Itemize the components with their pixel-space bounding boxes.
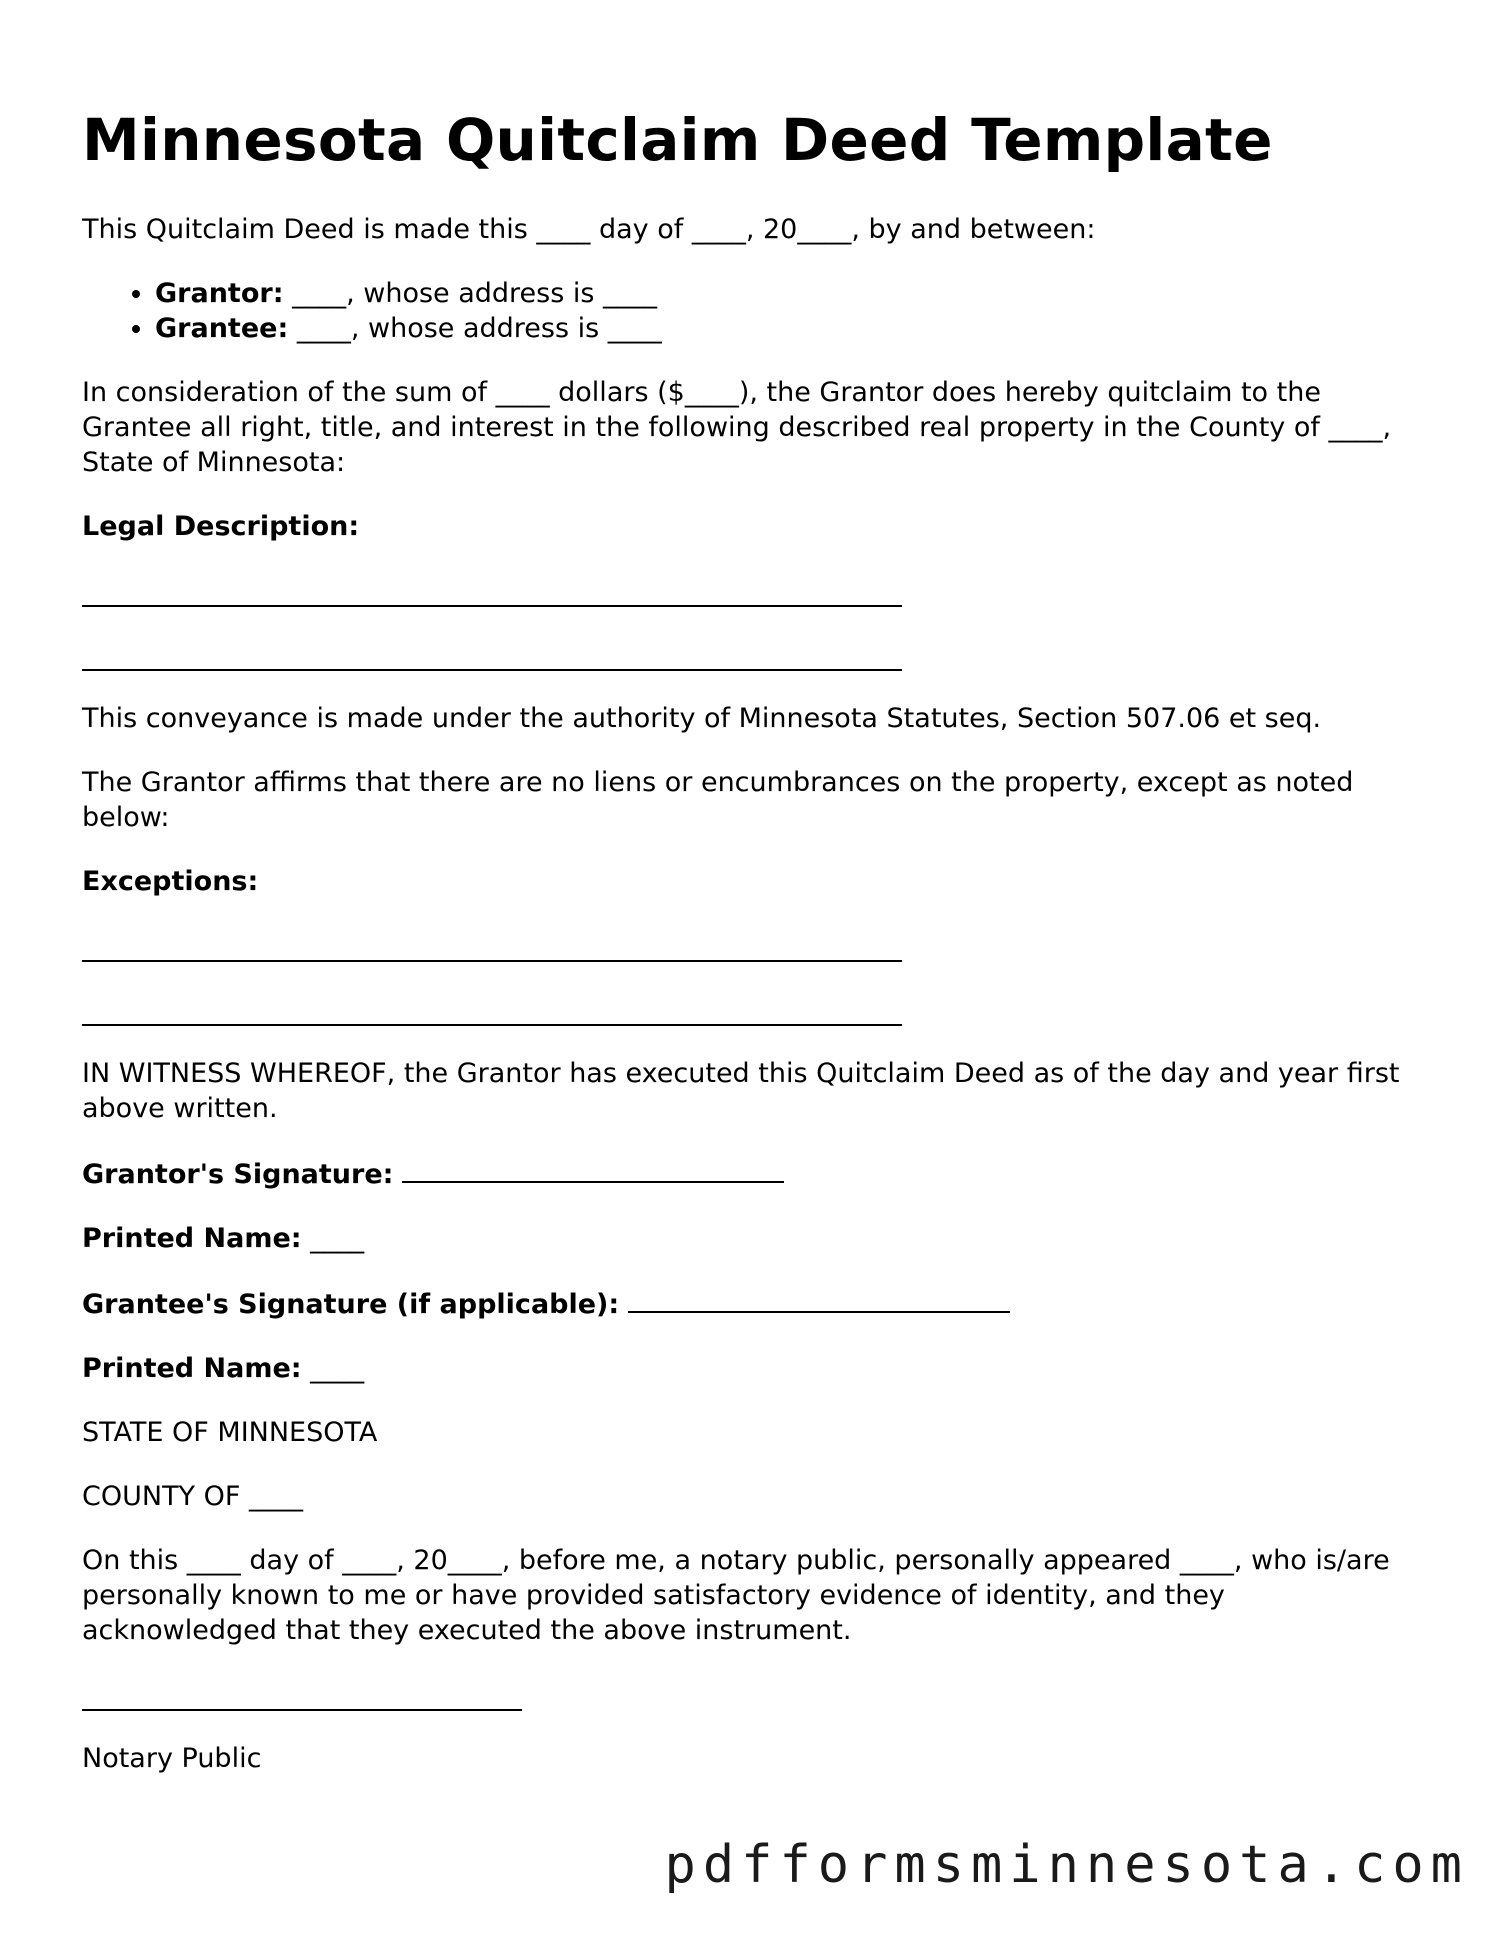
printed-name-value-1: ____ <box>301 1223 365 1254</box>
county-line: COUNTY OF ____ <box>82 1481 303 1512</box>
grantor-text: ____, whose address is ____ <box>283 278 658 309</box>
printed-name-label-2: Printed Name: <box>82 1353 302 1384</box>
exceptions-label: Exceptions: <box>82 866 259 897</box>
legal-description-line-1[interactable] <box>82 573 1422 608</box>
legal-description-line-2[interactable] <box>82 637 1422 672</box>
document-page <box>82 96 1422 1805</box>
intro-paragraph: This Quitclaim Deed is made this ____ day of ____, 20____, by and between: <box>82 214 1096 245</box>
document-title: Minnesota Quitclaim Deed Template <box>82 106 1273 174</box>
party-grantee <box>155 311 1422 346</box>
grantee-label: Grantee: <box>155 313 289 344</box>
grantor-signature-row <box>82 1155 1422 1192</box>
grantor-label: Grantor: <box>155 278 284 309</box>
grantor-signature-label: Grantor's Signature: <box>82 1159 394 1190</box>
printed-name-row-2 <box>82 1351 1422 1386</box>
exceptions-line-2[interactable] <box>82 992 1422 1027</box>
party-grantor <box>155 276 1422 311</box>
witness-paragraph: IN WITNESS WHEREOF, the Grantor has executed this Quitclaim Deed as of the day and year first above written. <box>82 1058 1400 1124</box>
site-watermark: pdfformsminnesota.com <box>664 1835 1469 1895</box>
grantee-signature-label: Grantee's Signature (if applicable): <box>82 1289 620 1320</box>
grantee-signature-row <box>82 1285 1422 1322</box>
grantor-signature-line[interactable] <box>402 1155 784 1183</box>
notary-signature-line[interactable] <box>82 1677 1422 1712</box>
grantee-text: ____, whose address is ____ <box>288 313 662 344</box>
state-line: STATE OF MINNESOTA <box>82 1417 378 1448</box>
liens-paragraph: The Grantor affirms that there are no liens or encumbrances on the property, except as noted below: <box>82 767 1354 833</box>
parties-list <box>82 276 1422 346</box>
consideration-paragraph: In consideration of the sum of ____ dollars ($____), the Grantor does hereby quitclaim to the Grantee all right, title, and interest in the following described real property in the County of ____, State of Minnesota: <box>82 377 1392 478</box>
notary-statement: On this ____ day of ____, 20____, before me, a notary public, personally appeared ____, who is/are personally known to me or have provided satisfactory evidence of identity, and they acknowledged that they executed the above instrument. <box>82 1545 1390 1646</box>
grantee-signature-line[interactable] <box>628 1285 1010 1313</box>
exceptions-line-1[interactable] <box>82 928 1422 963</box>
printed-name-row-1 <box>82 1221 1422 1256</box>
notary-label: Notary Public <box>82 1743 262 1774</box>
printed-name-value-2: ____ <box>301 1353 365 1384</box>
printed-name-label-1: Printed Name: <box>82 1223 302 1254</box>
legal-description-label: Legal Description: <box>82 511 360 542</box>
authority-paragraph: This conveyance is made under the authority of Minnesota Statutes, Section 507.06 et seq. <box>82 703 1322 734</box>
